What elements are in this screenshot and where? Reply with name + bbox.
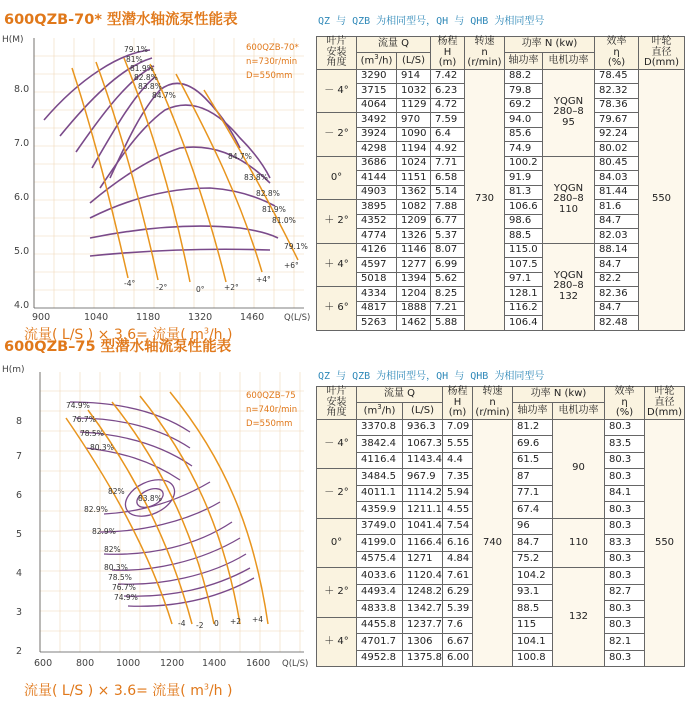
flow-m3h-cell: 4817 (357, 301, 397, 316)
efficiency-cell: 83.5 (605, 436, 645, 453)
header-head: 杨程 H (m) (443, 387, 473, 420)
flow-m3h-cell: 4033.6 (357, 568, 403, 585)
chart1-ytick: 7.0 (14, 138, 30, 149)
header-efficiency: 效率 η (%) (595, 37, 639, 70)
flow-m3h-cell: 4575.4 (357, 551, 403, 568)
efficiency-cell: 80.3 (605, 551, 645, 568)
flow-ls-cell: 1375.8 (403, 650, 443, 667)
section2-spec-table (316, 386, 685, 667)
chart2-angle-label: -4 (178, 619, 186, 628)
shaft-power-cell: 128.1 (505, 287, 543, 302)
chart1-ytick: 8.0 (14, 84, 30, 95)
flow-ls-cell: 1082 (397, 200, 431, 215)
shaft-power-cell: 85.6 (505, 127, 543, 142)
header-shaft-power: 轴功率 (505, 53, 543, 69)
head-cell: 5.37 (431, 229, 465, 244)
chart2-eff-label: 78.5% (108, 573, 132, 582)
flow-ls-cell: 1204 (397, 287, 431, 302)
chart1-angle-label: -4° (124, 279, 136, 288)
chart2-ytick: 3 (16, 607, 23, 618)
chart1-xtick: 1320 (188, 312, 213, 323)
chart1-xticks (32, 312, 264, 323)
table-row (317, 419, 685, 436)
flow-m3h-cell: 4455.8 (357, 617, 403, 634)
chart2-angle-label: +4 (252, 615, 264, 624)
chart1-eff-label: 84.7% (152, 91, 176, 100)
efficiency-cell: 82.2 (595, 272, 639, 287)
head-cell: 6.58 (431, 171, 465, 186)
chart1-ylabel: H(M) (2, 35, 24, 45)
flow-m3h-cell: 3686 (357, 156, 397, 171)
chart2-ytick: 7 (16, 451, 23, 462)
chart2-angle-label: -2 (196, 621, 204, 630)
flow-m3h-cell: 4199.0 (357, 535, 403, 552)
flow-ls-cell: 1032 (397, 84, 431, 99)
section1-flow-formula: 流量( L/S ) × 3.6= 流量( $m^3/h$ ) (24, 326, 233, 343)
flow-m3h-cell: 4334 (357, 287, 397, 302)
shaft-power-cell: 91.9 (505, 171, 543, 186)
section1-title: 600QZB-70* 型潜水轴流泵性能表 (4, 12, 238, 28)
chart1-angle-label: -2° (156, 283, 168, 292)
section2-performance-chart (0, 362, 312, 682)
shaft-power-cell: 67.4 (513, 502, 553, 519)
chart1-model: 600QZB-70* (246, 43, 299, 53)
blade-angle-cell: ＋ 2° (317, 200, 357, 244)
blade-angle-cell: ＋ 6° (317, 287, 357, 331)
head-cell: 5.94 (443, 485, 473, 502)
chart1-angle-labels (124, 261, 299, 294)
chart1-speed: n=730r/min (246, 57, 298, 67)
chart1-angle-label: +4° (256, 275, 271, 284)
head-cell: 6.00 (443, 650, 473, 667)
header-flow-ls: (L/S) (403, 403, 443, 419)
header-head: 杨程 H (m) (431, 37, 465, 70)
shaft-power-cell: 97.1 (505, 272, 543, 287)
flow-ls-cell: 1067.3 (403, 436, 443, 453)
shaft-power-cell: 96 (513, 518, 553, 535)
section2-title: 600QZB–75 型潜水轴流泵性能表 (4, 339, 232, 355)
flow-ls-cell: 1120.4 (403, 568, 443, 585)
flow-ls-cell: 1888 (397, 301, 431, 316)
chart2-eff-label: 82.9% (92, 527, 116, 536)
flow-ls-cell: 1326 (397, 229, 431, 244)
flow-m3h-cell: 3492 (357, 113, 397, 128)
speed-cell: 730 (465, 69, 505, 330)
flow-m3h-cell: 4903 (357, 185, 397, 200)
flow-m3h-cell: 4116.4 (357, 452, 403, 469)
chart2-eff-label: 76.7% (112, 583, 136, 592)
chart1-xtick: 1460 (240, 312, 265, 323)
chart2-ylabel: H(m) (2, 365, 25, 375)
motor-power-cell: YQGN 280–8 110 (543, 156, 595, 243)
efficiency-cell: 80.3 (605, 617, 645, 634)
efficiency-cell: 92.24 (595, 127, 639, 142)
chart1-ytick: 6.0 (14, 192, 30, 203)
section1-spec-table (316, 36, 685, 331)
flow-ls-cell: 1277 (397, 258, 431, 273)
head-cell: 6.23 (431, 84, 465, 99)
shaft-power-cell: 69.6 (513, 436, 553, 453)
chart1-angle-label: 0° (196, 285, 205, 294)
motor-power-cell: YQGN 280–8 95 (543, 69, 595, 156)
section1-note: QZ 与 QZB 为相同型号，QH 与 QHB 为相同型号 (318, 16, 545, 27)
blade-angle-cell: 0° (317, 518, 357, 568)
flow-ls-cell: 1151 (397, 171, 431, 186)
chart1-eff-label: 79.1% (124, 45, 148, 54)
flow-m3h-cell: 3290 (357, 69, 397, 84)
chart2-info (246, 391, 297, 429)
shaft-power-cell: 100.2 (505, 156, 543, 171)
shaft-power-cell: 88.2 (505, 69, 543, 84)
chart1-eff-label: 84.7% (228, 152, 252, 161)
chart1-eff-label: 81% (126, 55, 143, 64)
chart2-eff-label: 80.3% (90, 443, 114, 452)
header-flow-m3h: $(m^3/h)$ (357, 403, 403, 419)
head-cell: 8.07 (431, 243, 465, 258)
efficiency-cell: 80.3 (605, 502, 645, 519)
blade-angle-cell: － 2° (317, 469, 357, 519)
flow-ls-cell: 1209 (397, 214, 431, 229)
shaft-power-cell: 116.2 (505, 301, 543, 316)
chart2-eff-label: 83.8% (138, 494, 162, 503)
flow-ls-cell: 1271 (403, 551, 443, 568)
head-cell: 7.42 (431, 69, 465, 84)
flow-ls-cell: 1129 (397, 98, 431, 113)
chart1-ytick: 4.0 (14, 300, 30, 311)
section2-note: QZ 与 QZB 为相同型号，QH 与 QHB 为相同型号 (318, 371, 545, 382)
chart2-xticks (34, 658, 270, 669)
flow-ls-cell: 914 (397, 69, 431, 84)
flow-m3h-cell: 5018 (357, 272, 397, 287)
shaft-power-cell: 104.1 (513, 634, 553, 651)
flow-m3h-cell: 4493.4 (357, 584, 403, 601)
blade-angle-cell: － 2° (317, 113, 357, 157)
shaft-power-cell: 84.7 (513, 535, 553, 552)
chart2-eff-label: 78.5% (80, 429, 104, 438)
chart1-eff-label: 81.9% (130, 64, 154, 73)
shaft-power-cell: 79.8 (505, 84, 543, 99)
shaft-power-cell: 106.4 (505, 316, 543, 331)
chart2-ytick: 6 (16, 490, 23, 501)
chart2-xtick: 1600 (246, 658, 271, 669)
efficiency-cell: 84.03 (595, 171, 639, 186)
flow-ls-cell: 1237.7 (403, 617, 443, 634)
diameter-cell: 550 (645, 419, 685, 667)
efficiency-cell: 82.03 (595, 229, 639, 244)
flow-m3h-cell: 4126 (357, 243, 397, 258)
chart2-ytick: 2 (16, 646, 23, 657)
head-cell: 4.55 (443, 502, 473, 519)
shaft-power-cell: 74.9 (505, 142, 543, 157)
efficiency-cell: 82.7 (605, 584, 645, 601)
chart1-angle-curves (72, 58, 298, 282)
shaft-power-cell: 107.5 (505, 258, 543, 273)
flow-ls-cell: 936.3 (403, 419, 443, 436)
shaft-power-cell: 115.0 (505, 243, 543, 258)
flow-ls-cell: 1090 (397, 127, 431, 142)
flow-ls-cell: 1306 (403, 634, 443, 651)
chart1-angle-label: +6° (284, 261, 299, 270)
motor-power-cell: 132 (553, 568, 605, 667)
shaft-power-cell: 69.2 (505, 98, 543, 113)
header-blade-angle: 叶片 安装 角度 (317, 387, 357, 420)
efficiency-cell: 80.3 (605, 601, 645, 618)
chart1-xtick: 1180 (136, 312, 161, 323)
shaft-power-cell: 88.5 (505, 229, 543, 244)
flow-ls-cell: 1166.4 (403, 535, 443, 552)
chart1-eff-label: 82.8% (256, 189, 280, 198)
efficiency-cell: 82.48 (595, 316, 639, 331)
chart1-angle-label: +2° (224, 283, 239, 292)
chart2-angle-label: 0 (214, 619, 219, 628)
chart2-xtick: 600 (34, 658, 53, 669)
chart2-model: 600QZB–75 (246, 391, 296, 401)
efficiency-cell: 80.45 (595, 156, 639, 171)
header-flow: 流量 Q (357, 387, 443, 403)
efficiency-cell: 78.36 (595, 98, 639, 113)
blade-angle-cell: ＋ 4° (317, 243, 357, 287)
flow-ls-cell: 1114.2 (403, 485, 443, 502)
blade-angle-cell: ＋ 2° (317, 568, 357, 618)
efficiency-cell: 82.1 (605, 634, 645, 651)
shaft-power-cell: 77.1 (513, 485, 553, 502)
efficiency-cell: 78.45 (595, 69, 639, 84)
efficiency-cell: 80.02 (595, 142, 639, 157)
efficiency-cell: 80.3 (605, 419, 645, 436)
head-cell: 7.54 (443, 518, 473, 535)
blade-angle-cell: 0° (317, 156, 357, 200)
flow-m3h-cell: 5263 (357, 316, 397, 331)
shaft-power-cell: 94.0 (505, 113, 543, 128)
flow-m3h-cell: 3842.4 (357, 436, 403, 453)
chart1-eff-label: 81.0% (272, 216, 296, 225)
head-cell: 6.77 (431, 214, 465, 229)
flow-ls-cell: 1248.2 (403, 584, 443, 601)
flow-m3h-cell: 3484.5 (357, 469, 403, 486)
header-power: 功率 N (kw) (513, 387, 605, 403)
flow-ls-cell: 967.9 (403, 469, 443, 486)
header-speed: 转速 n (r/min) (473, 387, 513, 420)
header-flow: 流量 Q (357, 37, 431, 53)
motor-power-cell: 110 (553, 518, 605, 568)
header-diameter: 叶轮 直径 D(mm) (639, 37, 685, 70)
header-flow-ls: (L/S) (397, 53, 431, 69)
head-cell: 8.25 (431, 287, 465, 302)
header-diameter: 叶轮 直径 D(mm) (645, 387, 685, 420)
head-cell: 6.67 (443, 634, 473, 651)
header-motor-power: 电机功率 (543, 53, 595, 69)
chart2-eff-label: 76.7% (72, 415, 96, 424)
chart1-eff-label: 79.1% (284, 242, 308, 251)
shaft-power-cell: 81.3 (505, 185, 543, 200)
blade-angle-cell: － 4° (317, 419, 357, 469)
flow-m3h-cell: 4011.1 (357, 485, 403, 502)
chart2-yticks (16, 416, 22, 657)
chart1-diameter: D=550mm (246, 71, 293, 81)
chart2-diameter: D=550mm (246, 419, 293, 429)
chart2-xlabel: Q(L/S) (282, 659, 309, 669)
chart2-xtick: 1200 (160, 658, 185, 669)
head-cell: 7.71 (431, 156, 465, 171)
efficiency-cell: 82.32 (595, 84, 639, 99)
head-cell: 7.6 (443, 617, 473, 634)
efficiency-cell: 84.7 (595, 258, 639, 273)
shaft-power-cell: 81.2 (513, 419, 553, 436)
flow-m3h-cell: 4298 (357, 142, 397, 157)
head-cell: 5.55 (443, 436, 473, 453)
flow-m3h-cell: 4833.8 (357, 601, 403, 618)
flow-ls-cell: 970 (397, 113, 431, 128)
shaft-power-cell: 87 (513, 469, 553, 486)
chart2-eff-label: 82.9% (84, 505, 108, 514)
chart1-xtick: 1040 (84, 312, 109, 323)
chart2-ytick: 4 (16, 568, 23, 579)
header-blade-angle: 叶片 安装 角度 (317, 37, 357, 70)
flow-ls-cell: 1024 (397, 156, 431, 171)
chart2-xtick: 800 (76, 658, 95, 669)
chart2-xtick: 1000 (116, 658, 141, 669)
efficiency-cell: 80.3 (605, 650, 645, 667)
flow-m3h-cell: 4597 (357, 258, 397, 273)
head-cell: 7.88 (431, 200, 465, 215)
flow-ls-cell: 1194 (397, 142, 431, 157)
chart1-eff-label: 82.8% (134, 73, 158, 82)
chart2-eff-label: 82% (104, 545, 121, 554)
flow-m3h-cell: 3370.8 (357, 419, 403, 436)
efficiency-cell: 84.1 (605, 485, 645, 502)
efficiency-cell: 84.7 (595, 301, 639, 316)
blade-angle-cell: － 4° (317, 69, 357, 113)
flow-m3h-cell: 4064 (357, 98, 397, 113)
flow-ls-cell: 1143.4 (403, 452, 443, 469)
chart2-eff-label: 74.9% (114, 593, 138, 602)
chart1-yticks (14, 84, 29, 311)
efficiency-cell: 80.3 (605, 452, 645, 469)
flow-ls-cell: 1211.1 (403, 502, 443, 519)
flow-ls-cell: 1462 (397, 316, 431, 331)
flow-m3h-cell: 4352 (357, 214, 397, 229)
table-row (317, 69, 685, 84)
efficiency-cell: 80.3 (605, 568, 645, 585)
shaft-power-cell: 61.5 (513, 452, 553, 469)
flow-m3h-cell: 3924 (357, 127, 397, 142)
head-cell: 4.92 (431, 142, 465, 157)
head-cell: 7.21 (431, 301, 465, 316)
chart1-xlabel: Q(L/S) (284, 313, 311, 323)
efficiency-cell: 82.36 (595, 287, 639, 302)
head-cell: 4.72 (431, 98, 465, 113)
flow-ls-cell: 1362 (397, 185, 431, 200)
head-cell: 5.14 (431, 185, 465, 200)
head-cell: 4.4 (443, 452, 473, 469)
motor-power-cell: 90 (553, 419, 605, 518)
blade-angle-cell: ＋ 4° (317, 617, 357, 667)
shaft-power-cell: 75.2 (513, 551, 553, 568)
flow-ls-cell: 1146 (397, 243, 431, 258)
section2-flow-formula: 流量( L/S ) × 3.6= 流量( $m^3/h$ ) (24, 682, 233, 699)
head-cell: 7.59 (431, 113, 465, 128)
flow-m3h-cell: 4952.8 (357, 650, 403, 667)
flow-ls-cell: 1342.7 (403, 601, 443, 618)
flow-m3h-cell: 3715 (357, 84, 397, 99)
head-cell: 6.16 (443, 535, 473, 552)
flow-m3h-cell: 4774 (357, 229, 397, 244)
chart1-xtick: 900 (32, 312, 51, 323)
header-flow-m3h: $(m^3/h)$ (357, 53, 397, 69)
header-shaft-power: 轴功率 (513, 403, 553, 419)
chart2-eff-label: 82% (108, 487, 125, 496)
header-efficiency: 效率 η (%) (605, 387, 645, 420)
chart2-ytick: 5 (16, 529, 23, 540)
efficiency-cell: 83.3 (605, 535, 645, 552)
efficiency-cell: 80.3 (605, 518, 645, 535)
head-cell: 6.29 (443, 584, 473, 601)
flow-m3h-cell: 3895 (357, 200, 397, 215)
shaft-power-cell: 106.6 (505, 200, 543, 215)
shaft-power-cell: 88.5 (513, 601, 553, 618)
chart2-eff-label: 80.3% (104, 563, 128, 572)
head-cell: 4.84 (443, 551, 473, 568)
head-cell: 5.62 (431, 272, 465, 287)
flow-m3h-cell: 4144 (357, 171, 397, 186)
efficiency-cell: 84.7 (595, 214, 639, 229)
efficiency-cell: 81.44 (595, 185, 639, 200)
flow-m3h-cell: 4359.9 (357, 502, 403, 519)
chart1-info (246, 43, 299, 81)
chart2-eff-label: 74.9% (66, 401, 90, 410)
head-cell: 7.61 (443, 568, 473, 585)
section1-performance-chart (0, 28, 312, 348)
efficiency-cell: 79.67 (595, 113, 639, 128)
head-cell: 6.4 (431, 127, 465, 142)
header-power: 功率 N (kw) (505, 37, 595, 53)
chart2-angle-label: +2 (230, 617, 242, 626)
flow-ls-cell: 1394 (397, 272, 431, 287)
head-cell: 5.88 (431, 316, 465, 331)
motor-power-cell: YQGN 280–8 132 (543, 243, 595, 330)
diameter-cell: 550 (639, 69, 685, 330)
chart1-ytick: 5.0 (14, 246, 30, 257)
efficiency-cell: 81.6 (595, 200, 639, 215)
flow-ls-cell: 1041.4 (403, 518, 443, 535)
header-motor-power: 电机功率 (553, 403, 605, 419)
head-cell: 7.35 (443, 469, 473, 486)
shaft-power-cell: 104.2 (513, 568, 553, 585)
speed-cell: 740 (473, 419, 513, 667)
shaft-power-cell: 115 (513, 617, 553, 634)
efficiency-cell: 80.3 (605, 469, 645, 486)
shaft-power-cell: 93.1 (513, 584, 553, 601)
shaft-power-cell: 98.6 (505, 214, 543, 229)
chart1-eff-label: 83.8% (138, 82, 162, 91)
flow-m3h-cell: 3749.0 (357, 518, 403, 535)
head-cell: 5.39 (443, 601, 473, 618)
chart2-speed: n=740r/min (246, 405, 298, 415)
header-speed: 转速 n (r/min) (465, 37, 505, 70)
head-cell: 6.99 (431, 258, 465, 273)
head-cell: 7.09 (443, 419, 473, 436)
flow-m3h-cell: 4701.7 (357, 634, 403, 651)
chart1-eff-label: 83.8% (244, 173, 268, 182)
efficiency-cell: 88.14 (595, 243, 639, 258)
chart1-eff-label: 81.9% (262, 205, 286, 214)
chart2-ytick: 8 (16, 416, 23, 427)
shaft-power-cell: 100.8 (513, 650, 553, 667)
chart2-xtick: 1400 (202, 658, 227, 669)
